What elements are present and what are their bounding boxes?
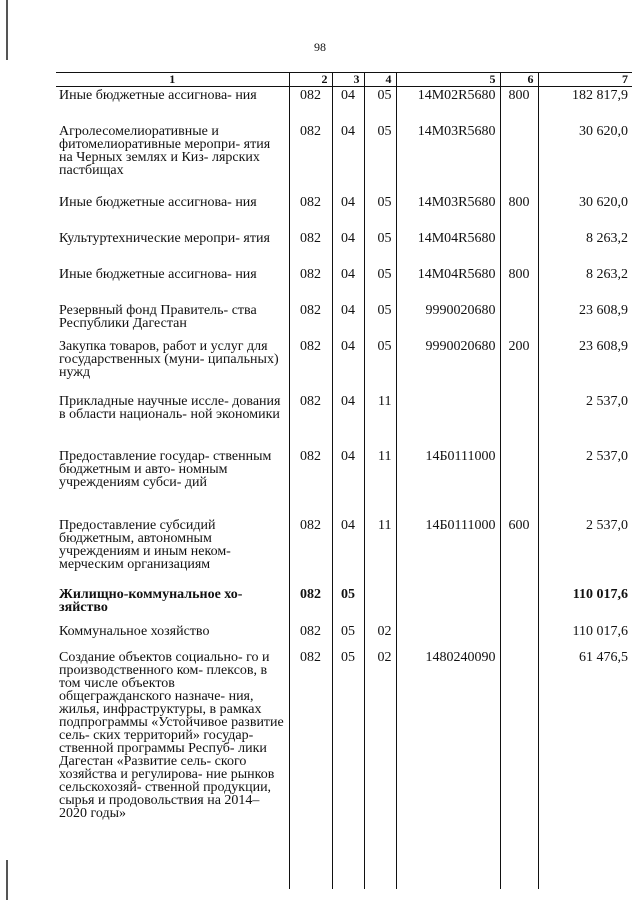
cell-name: Коммунальное хозяйство [59, 623, 210, 639]
column-header: 2 [289, 73, 332, 87]
column-header: 5 [396, 73, 500, 87]
cell-subsection: 05 [364, 230, 396, 266]
cell-name: Агролесомелиоративные и фитомелиоративные меропри- ятия на Черных землях и Киз- лярских пастбищах [59, 123, 271, 178]
cell-subsection: 05 [364, 338, 396, 393]
cell-name: Закупка товаров, работ и услуг для государственных (муни- ципальных) нужд [59, 338, 279, 380]
cell-amount: 182 817,9 [538, 87, 632, 123]
cell-subsection: 05 [364, 123, 396, 194]
cell-target-article: 14М03R5680 [396, 123, 500, 194]
column-header: 4 [364, 73, 396, 87]
cell-expense-type [500, 649, 538, 889]
cell-subsection: 05 [364, 194, 396, 230]
cell-target-article: 14Б0111000 [396, 517, 500, 586]
cell-code: 082 [289, 87, 332, 123]
cell-code: 082 [289, 623, 332, 649]
cell-section: 04 [332, 302, 364, 338]
cell-expense-type [500, 230, 538, 266]
cell-expense-type [500, 302, 538, 338]
cell-subsection: 05 [364, 87, 396, 123]
cell-section: 04 [332, 87, 364, 123]
header-row [56, 73, 632, 87]
cell-code: 082 [289, 448, 332, 517]
cell-subsection: 02 [364, 623, 396, 649]
cell-amount: 110 017,6 [538, 623, 632, 649]
table-row [56, 123, 632, 194]
cell-code: 082 [289, 586, 332, 623]
budget-table [56, 72, 632, 889]
table-row [56, 517, 632, 586]
cell-amount: 61 476,5 [538, 649, 632, 889]
cell-expense-type [500, 123, 538, 194]
cell-name: Предоставление государ- ственным бюджетным и авто- номным учреждениям субси- дий [59, 448, 272, 490]
cell-section: 04 [332, 194, 364, 230]
column-header: 7 [538, 73, 632, 87]
cell-section: 04 [332, 266, 364, 302]
table-row [56, 266, 632, 302]
table-row [56, 338, 632, 393]
cell-target-article: 9990020680 [396, 338, 500, 393]
cell-expense-type: 800 [500, 87, 538, 123]
cell-name: Создание объектов социально- го и производственного ком- плексов, в том числе объектов общегражданского назначе- ния, жилья, инфраструктуры, в рамках подпрограммы «Устойчивое развитие сель- ских территорий» государ- ственной программы Респуб- лики Дагестан «Развитие сель- ского хозяйства и регулирова- ние рынков сельскохозяй- ственной продукции, сырья и продовольствия на 2014–2020 годы» [59, 649, 284, 821]
cell-amount: 8 263,2 [538, 230, 632, 266]
cell-amount: 2 537,0 [538, 393, 632, 448]
page-number: 98 [314, 40, 326, 54]
table-row [56, 623, 632, 649]
cell-code: 082 [289, 393, 332, 448]
cell-target-article [396, 393, 500, 448]
table-row [56, 649, 632, 889]
cell-subsection: 11 [364, 448, 396, 517]
cell-section: 04 [332, 230, 364, 266]
cell-name: Резервный фонд Правитель- ства Республики Дагестан [59, 302, 257, 331]
table-row [56, 87, 632, 123]
cell-code: 082 [289, 266, 332, 302]
table-row [56, 302, 632, 338]
cell-name: Иные бюджетные ассигнова- ния [59, 88, 257, 103]
cell-section: 05 [332, 586, 364, 623]
cell-expense-type: 600 [500, 517, 538, 586]
cell-amount: 23 608,9 [538, 338, 632, 393]
cell-name: Жилищно-коммунальное хо- зяйство [59, 586, 243, 615]
cell-name: Прикладные научные иссле- дования в области националь- ной экономики [59, 393, 281, 422]
column-header: 1 [56, 73, 289, 87]
cell-code: 082 [289, 123, 332, 194]
cell-expense-type: 200 [500, 338, 538, 393]
cell-expense-type: 800 [500, 266, 538, 302]
cell-name: Иные бюджетные ассигнова- ния [59, 194, 257, 210]
cell-section: 04 [332, 393, 364, 448]
cell-code: 082 [289, 302, 332, 338]
cell-subsection: 11 [364, 517, 396, 586]
cell-subsection: 05 [364, 266, 396, 302]
cell-code: 082 [289, 517, 332, 586]
cell-amount: 110 017,6 [538, 586, 632, 623]
cell-target-article: 14М04R5680 [396, 266, 500, 302]
cell-subsection: 11 [364, 393, 396, 448]
cell-amount: 30 620,0 [538, 194, 632, 230]
cell-name: Предоставление субсидий бюджетным, автономным учреждениям и иным неком- мерческим организациям [59, 517, 231, 572]
cell-target-article: 9990020680 [396, 302, 500, 338]
cell-section: 04 [332, 448, 364, 517]
cell-code: 082 [289, 230, 332, 266]
cell-amount: 2 537,0 [538, 517, 632, 586]
column-header: 6 [500, 73, 538, 87]
cell-section: 04 [332, 517, 364, 586]
scan-edge-mark [6, 860, 8, 900]
cell-target-article [396, 623, 500, 649]
table-row [56, 230, 632, 266]
cell-section: 04 [332, 338, 364, 393]
table-row [56, 393, 632, 448]
cell-target-article: 14М02R5680 [396, 87, 500, 123]
cell-amount: 30 620,0 [538, 123, 632, 194]
cell-section: 05 [332, 649, 364, 889]
cell-expense-type [500, 448, 538, 517]
cell-amount: 8 263,2 [538, 266, 632, 302]
column-header: 3 [332, 73, 364, 87]
cell-target-article: 14М04R5680 [396, 230, 500, 266]
cell-target-article: 14Б0111000 [396, 448, 500, 517]
table-row [56, 194, 632, 230]
cell-subsection: 02 [364, 649, 396, 889]
cell-amount: 23 608,9 [538, 302, 632, 338]
cell-expense-type: 800 [500, 194, 538, 230]
cell-expense-type [500, 623, 538, 649]
cell-name: Иные бюджетные ассигнова- ния [59, 266, 257, 282]
cell-code: 082 [289, 338, 332, 393]
cell-section: 05 [332, 623, 364, 649]
cell-target-article [396, 586, 500, 623]
cell-name: Культуртехнические меропри- ятия [59, 230, 270, 246]
cell-subsection [364, 586, 396, 623]
cell-target-article: 14М03R5680 [396, 194, 500, 230]
cell-code: 082 [289, 649, 332, 889]
cell-expense-type [500, 393, 538, 448]
cell-amount: 2 537,0 [538, 448, 632, 517]
cell-expense-type [500, 586, 538, 623]
table-row [56, 586, 632, 623]
table-row [56, 448, 632, 517]
cell-subsection: 05 [364, 302, 396, 338]
cell-section: 04 [332, 123, 364, 194]
cell-code: 082 [289, 194, 332, 230]
cell-target-article: 1480240090 [396, 649, 500, 889]
table-body [56, 87, 632, 889]
